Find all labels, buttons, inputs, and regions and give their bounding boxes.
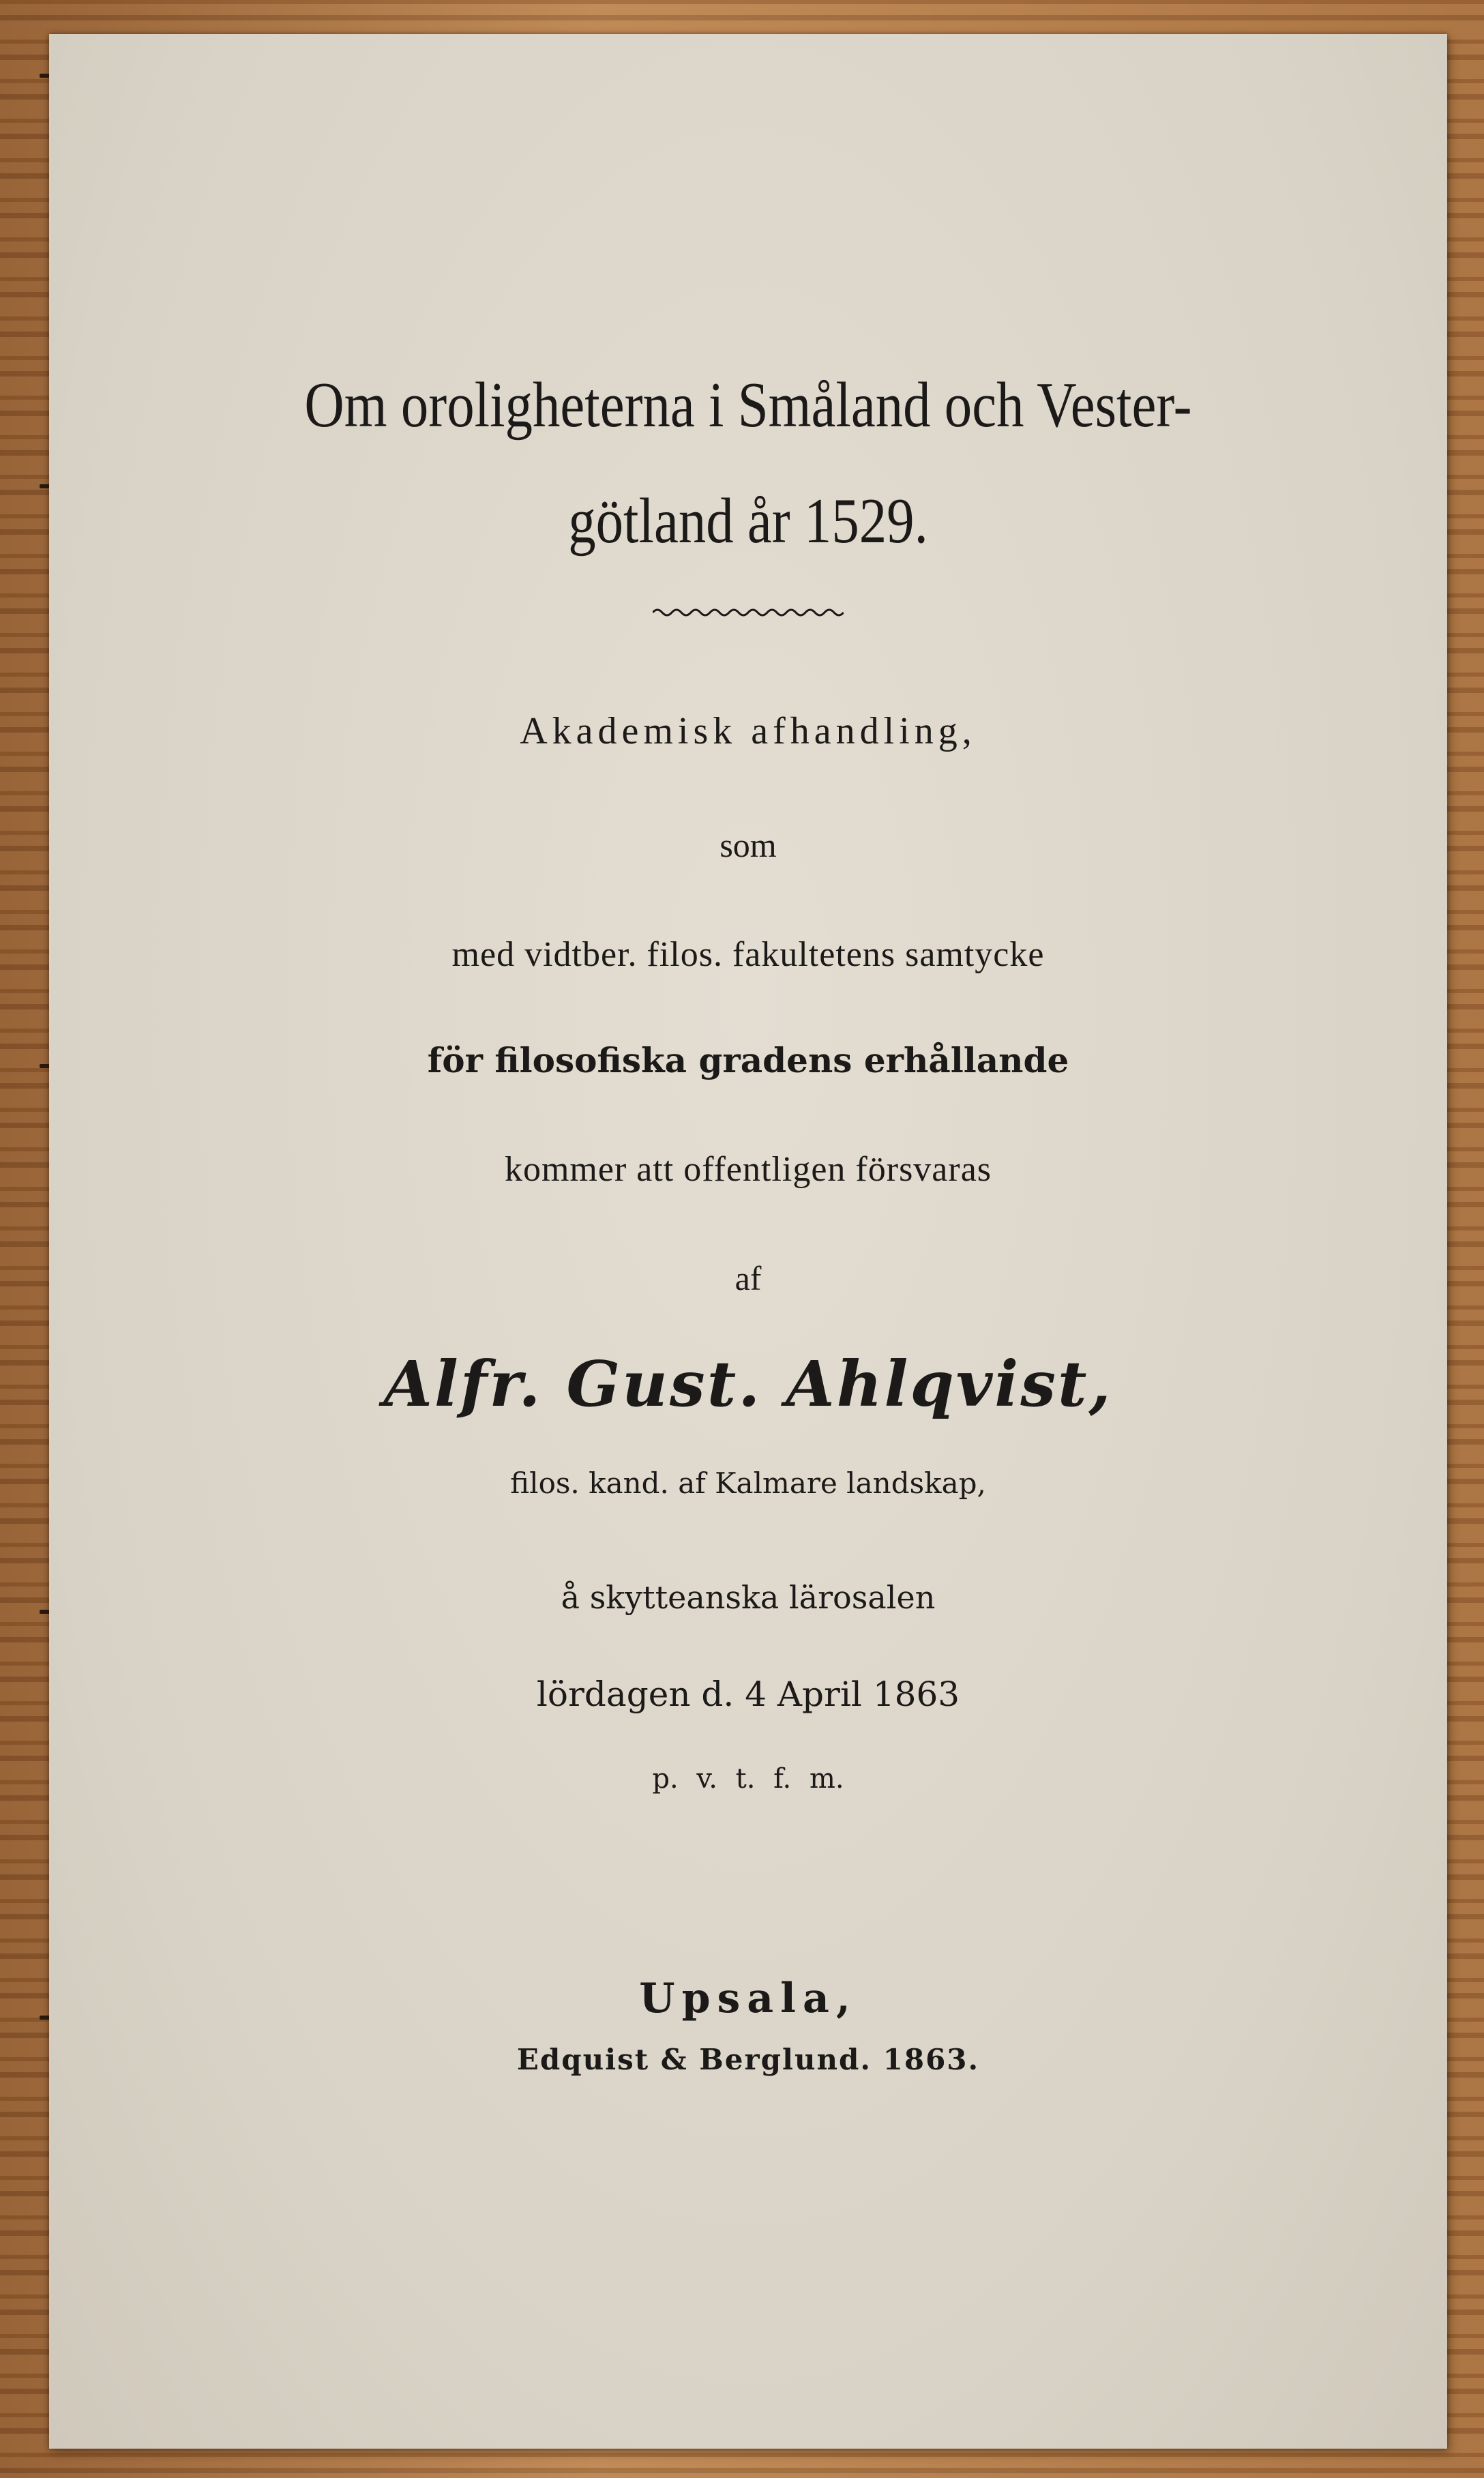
line-consent: med vidtber. filos. fakultetens samtycke xyxy=(451,935,1045,974)
imprint-publisher: Edquist & Berglund. 1863. xyxy=(516,2043,980,2076)
venue: å skytteanska lärosalen xyxy=(561,1579,936,1616)
subtitle: Akademisk afhandling, xyxy=(520,710,977,752)
line-defended: kommer att offentligen försvaras xyxy=(504,1150,992,1189)
author-name: Alfr. Gust. Ahlqvist, xyxy=(383,1347,1113,1421)
time-abbreviation: p. v. t. f. m. xyxy=(652,1763,844,1795)
line-som: som xyxy=(719,826,777,864)
title-line-2: götland år 1529. xyxy=(568,486,928,557)
line-degree: för filosofiska gradens erhållande xyxy=(427,1040,1069,1080)
title-page xyxy=(49,34,1447,2449)
defense-date: lördagen d. 4 April 1863 xyxy=(536,1675,960,1714)
title-line-1: Om oroligheterna i Småland och Vester- xyxy=(304,370,1192,441)
imprint-city: Upsala, xyxy=(639,1975,857,2022)
line-af: af xyxy=(734,1259,762,1297)
ornament-rule xyxy=(49,606,1447,622)
wavy-rule-icon xyxy=(653,606,844,619)
author-description: filos. kand. af Kalmare landskap, xyxy=(510,1466,986,1500)
